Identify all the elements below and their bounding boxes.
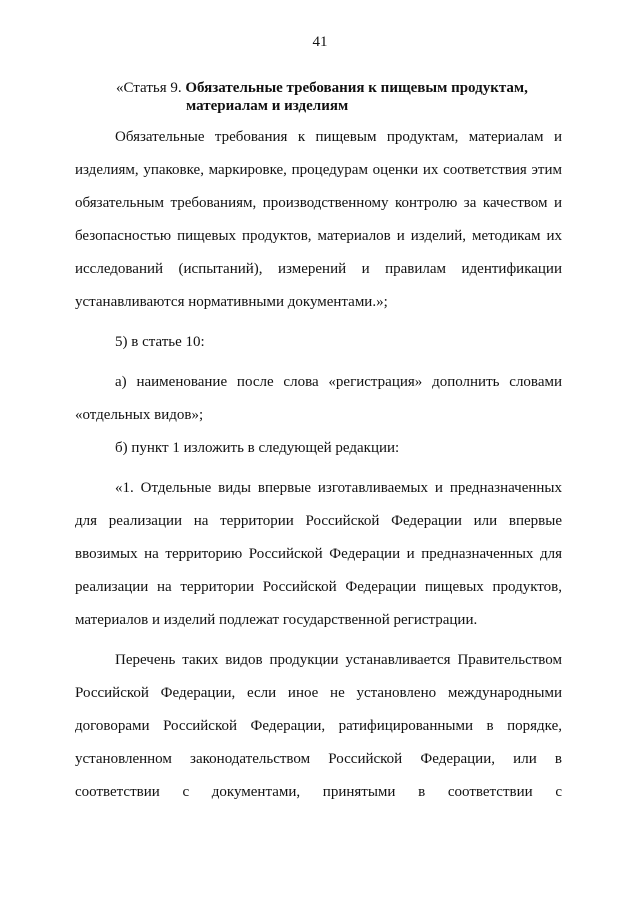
text-line: реализации на территории Российской Федерации пищевых продуктов, [75, 579, 562, 595]
text-line: установленном законодательством Российской Федерации, или в [75, 751, 562, 767]
text-line: б) пункт 1 изложить в следующей редакции: [115, 440, 400, 456]
article-title-line1: Обязательные требования к пищевым продуктам, [185, 80, 528, 96]
text-line: безопасностью пищевых продуктов, материалов и изделий, методикам их [75, 228, 562, 244]
article-title-line2: материалам и изделиям [186, 98, 349, 114]
text-line: Российской Федерации, если иное не установлено международными [75, 685, 562, 701]
page-number: 41 [312, 34, 328, 50]
article-heading [116, 79, 528, 115]
text-line: изделиям, упаковке, маркировке, процедурам оценки их соответствия этим [75, 162, 562, 178]
text-line: 5) в статье 10: [115, 334, 205, 350]
text-line: устанавливаются нормативными документами.»; [75, 294, 388, 310]
text-line: а) наименование после слова «регистрация» дополнить словами [115, 374, 562, 390]
text-line: соответствии с документами, принятыми в соответствии с [75, 784, 562, 800]
text-line: договорами Российской Федерации, ратифицированными в порядке, [75, 718, 562, 734]
text-line: обязательным требованиям, производственному контролю за качеством и [75, 195, 562, 211]
text-line: ввозимых на территорию Российской Федерации и предназначенных для [75, 546, 562, 562]
text-line: Перечень таких видов продукции устанавливается Правительством [115, 652, 562, 668]
article-prefix: «Статья 9. [116, 80, 186, 96]
text-line: «1. Отдельные виды впервые изготавливаемых и предназначенных [115, 480, 562, 496]
text-line: для реализации на территории Российской Федерации или впервые [75, 513, 562, 529]
text-line: Обязательные требования к пищевым продуктам, материалам и [115, 129, 562, 145]
text-line: исследований (испытаний), измерений и правилам идентификации [75, 261, 562, 277]
text-line: материалов и изделий подлежат государственной регистрации. [75, 612, 478, 628]
text-line: «отдельных видов»; [75, 407, 204, 423]
